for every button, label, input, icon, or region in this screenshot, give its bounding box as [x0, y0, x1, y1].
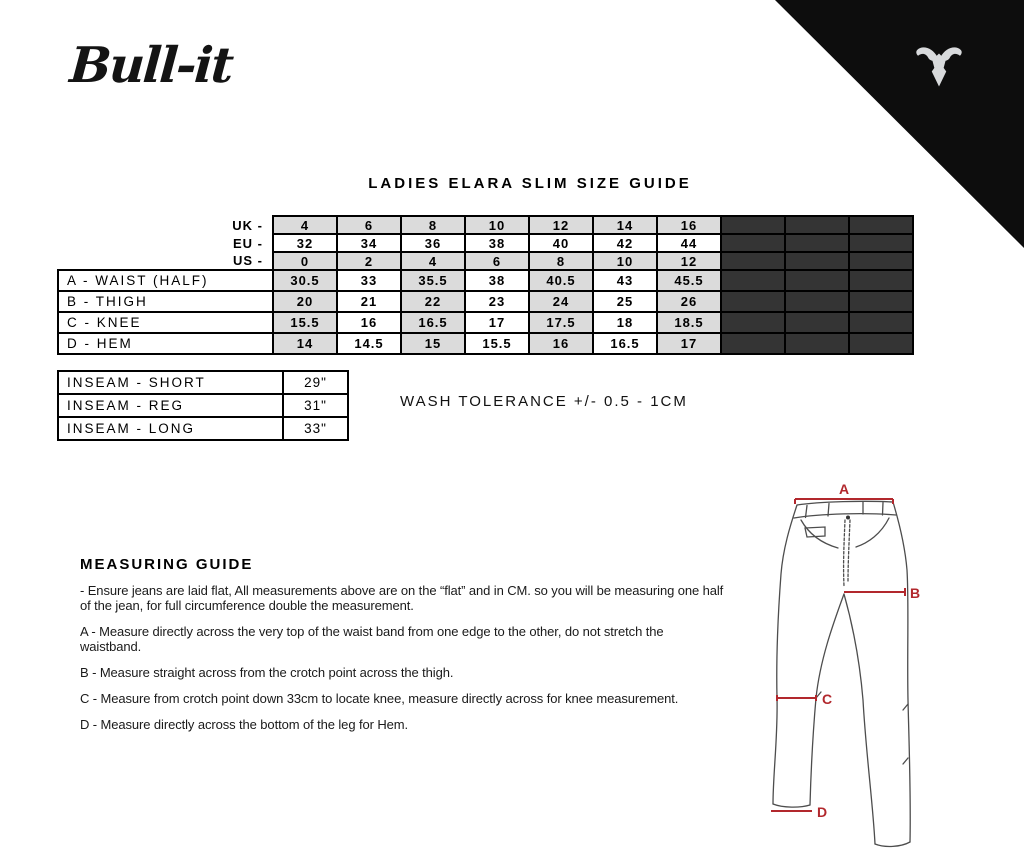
- empty-dark-cell: [785, 270, 849, 291]
- measurement-cell: 18: [593, 312, 657, 333]
- size-cell: 8: [401, 216, 465, 234]
- measurement-cell: 26: [657, 291, 721, 312]
- size-table-measure-row: [58, 333, 913, 354]
- empty-dark-cell: [849, 333, 913, 354]
- empty-dark-cell: [721, 216, 785, 234]
- measurement-cell: 16.5: [593, 333, 657, 354]
- size-cell: 38: [465, 234, 529, 252]
- measure-row-label: A - WAIST (HALF): [58, 270, 273, 291]
- size-cell: 44: [657, 234, 721, 252]
- brand-logo: Bull-it: [67, 36, 234, 94]
- inseam-row: [58, 394, 348, 417]
- size-cell: 4: [401, 252, 465, 270]
- measurement-cell: 14: [273, 333, 337, 354]
- measurement-cell: 45.5: [657, 270, 721, 291]
- inseam-table-body: [58, 371, 348, 440]
- measurement-cell: 40.5: [529, 270, 593, 291]
- size-cell: 32: [273, 234, 337, 252]
- measurement-cell: 16.5: [401, 312, 465, 333]
- measurement-cell: 16: [337, 312, 401, 333]
- size-cell: 36: [401, 234, 465, 252]
- measure-line-b: [844, 588, 905, 596]
- size-cell: 4: [273, 216, 337, 234]
- empty-dark-cell: [785, 234, 849, 252]
- size-table-measure-row: [58, 312, 913, 333]
- measurement-cell: 17.5: [529, 312, 593, 333]
- empty-dark-cell: [721, 234, 785, 252]
- size-cell: 12: [657, 252, 721, 270]
- size-cell: 10: [593, 252, 657, 270]
- bull-horns-icon: [914, 40, 964, 100]
- size-table-region-row: [58, 234, 913, 252]
- empty-dark-cell: [849, 252, 913, 270]
- measurement-cell: 21: [337, 291, 401, 312]
- page-title: LADIES ELARA SLIM SIZE GUIDE: [368, 175, 692, 192]
- empty-dark-cell: [785, 216, 849, 234]
- measure-row-label: B - THIGH: [58, 291, 273, 312]
- size-cell: 6: [465, 252, 529, 270]
- measurement-cell: 18.5: [657, 312, 721, 333]
- measurement-cell: 38: [465, 270, 529, 291]
- region-row-label: EU -: [58, 234, 273, 252]
- inseam-label: INSEAM - REG: [58, 394, 283, 417]
- measurement-cell: 15.5: [465, 333, 529, 354]
- measurement-cell: 15: [401, 333, 465, 354]
- diagram-label-d: D: [817, 804, 828, 820]
- inseam-row: [58, 417, 348, 440]
- size-table-measure-row: [58, 291, 913, 312]
- size-cell: 34: [337, 234, 401, 252]
- measuring-guide-paragraph: B - Measure straight across from the crotch point across the thigh.: [80, 665, 454, 681]
- inseam-value: 31": [283, 394, 348, 417]
- empty-dark-cell: [785, 333, 849, 354]
- measurement-cell: 16: [529, 333, 593, 354]
- wash-tolerance-note: WASH TOLERANCE +/- 0.5 - 1CM: [400, 393, 688, 410]
- empty-dark-cell: [785, 252, 849, 270]
- size-cell: 8: [529, 252, 593, 270]
- measuring-guide-heading: MEASURING GUIDE: [80, 556, 254, 573]
- size-table-body: [58, 216, 913, 354]
- size-cell: 10: [465, 216, 529, 234]
- empty-dark-cell: [721, 270, 785, 291]
- measurement-cell: 25: [593, 291, 657, 312]
- measurement-cell: 14.5: [337, 333, 401, 354]
- measure-row-label: C - KNEE: [58, 312, 273, 333]
- empty-dark-cell: [721, 333, 785, 354]
- size-table-region-row: [58, 216, 913, 234]
- measuring-guide-paragraph: D - Measure directly across the bottom of the leg for Hem.: [80, 717, 408, 733]
- diagram-label-c: C: [822, 691, 833, 707]
- measurement-cell: 20: [273, 291, 337, 312]
- measure-row-label: D - HEM: [58, 333, 273, 354]
- diagram-label-a: A: [838, 481, 850, 497]
- measurement-cell: 30.5: [273, 270, 337, 291]
- measurement-cell: 17: [657, 333, 721, 354]
- measurement-cell: 22: [401, 291, 465, 312]
- measurement-cell: 24: [529, 291, 593, 312]
- size-cell: 16: [657, 216, 721, 234]
- size-cell: 6: [337, 216, 401, 234]
- size-cell: 2: [337, 252, 401, 270]
- jeans-measurement-diagram: [745, 474, 930, 854]
- size-cell: 42: [593, 234, 657, 252]
- empty-dark-cell: [849, 216, 913, 234]
- measurement-cell: 43: [593, 270, 657, 291]
- empty-dark-cell: [785, 312, 849, 333]
- empty-dark-cell: [721, 312, 785, 333]
- inseam-label: INSEAM - SHORT: [58, 371, 283, 394]
- region-row-label: UK -: [58, 216, 273, 234]
- measurement-cell: 35.5: [401, 270, 465, 291]
- corner-black-triangle: [775, 0, 1024, 248]
- inseam-label: INSEAM - LONG: [58, 417, 283, 440]
- measurement-cell: 33: [337, 270, 401, 291]
- inseam-table: [57, 370, 349, 441]
- size-cell: 0: [273, 252, 337, 270]
- inseam-value: 33": [283, 417, 348, 440]
- measuring-guide-paragraph: A - Measure directly across the very top of the waist band from one edge to the other, do not stretch the waistband.: [80, 624, 664, 655]
- measurement-lines: [771, 499, 905, 811]
- measurement-cell: 15.5: [273, 312, 337, 333]
- size-cell: 40: [529, 234, 593, 252]
- size-cell: 12: [529, 216, 593, 234]
- measuring-guide-text: [80, 583, 725, 744]
- measurement-cell: 17: [465, 312, 529, 333]
- jeans-sketch: [773, 501, 910, 846]
- empty-dark-cell: [721, 291, 785, 312]
- empty-dark-cell: [849, 291, 913, 312]
- empty-dark-cell: [721, 252, 785, 270]
- measuring-guide-paragraph: C - Measure from crotch point down 33cm to locate knee, measure directly across for knee measurement.: [80, 691, 679, 707]
- size-table-measure-row: [58, 270, 913, 291]
- measuring-guide-paragraph: - Ensure jeans are laid flat, All measurements above are on the “flat” and in CM. so you will be measuring one half of the jean, for full circumference double the measurement.: [80, 583, 724, 614]
- inseam-value: 29": [283, 371, 348, 394]
- empty-dark-cell: [849, 312, 913, 333]
- diagram-label-b: B: [910, 585, 921, 601]
- measurement-cell: 23: [465, 291, 529, 312]
- size-table-region-row: [58, 252, 913, 270]
- size-cell: 14: [593, 216, 657, 234]
- empty-dark-cell: [849, 234, 913, 252]
- empty-dark-cell: [785, 291, 849, 312]
- inseam-row: [58, 371, 348, 394]
- region-row-label: US -: [58, 252, 273, 270]
- measure-line-c: [777, 695, 816, 701]
- empty-dark-cell: [849, 270, 913, 291]
- size-table: [57, 215, 914, 355]
